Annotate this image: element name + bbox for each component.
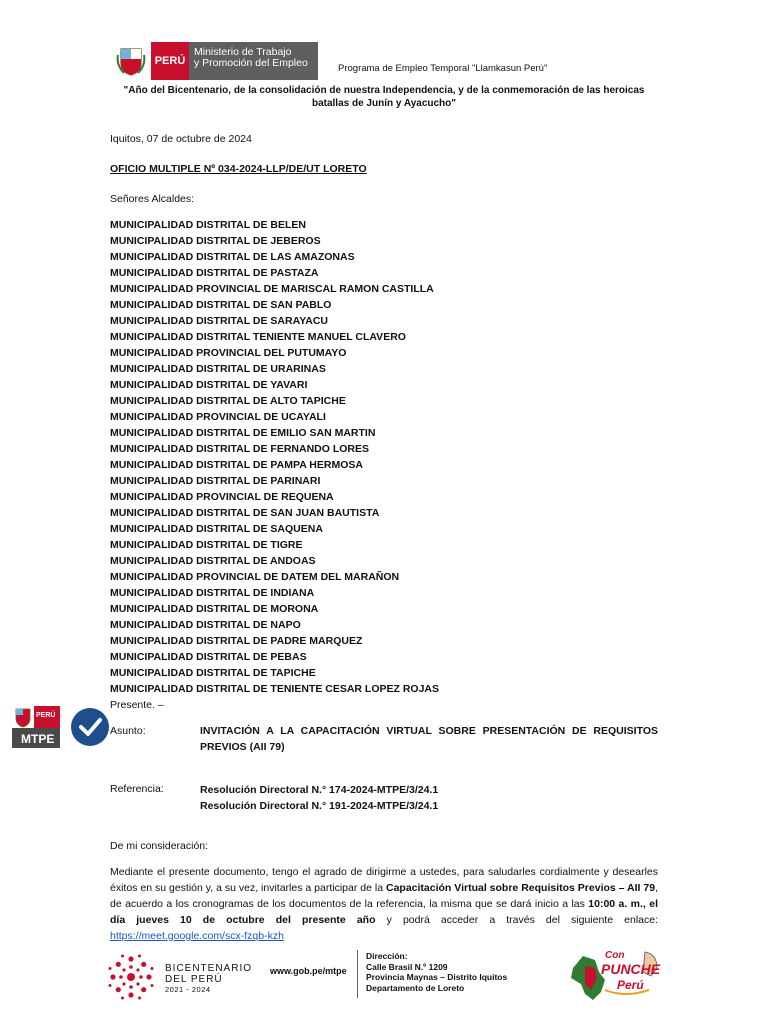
bicentenario-years: 2021 - 2024: [165, 985, 211, 994]
recipient-item: MUNICIPALIDAD DISTRITAL DE TENIENTE CESAR LOPEZ ROJAS: [110, 683, 440, 695]
recipient-item: MUNICIPALIDAD DISTRITAL DE TIGRE: [110, 539, 303, 551]
bicentenario-emblem-icon: [105, 951, 157, 1008]
recipient-item: MUNICIPALIDAD DISTRITAL DE NAPO: [110, 619, 301, 631]
body-text: Mediante el presente documento, tengo el agrado de dirigirme a ustedes, para saludarles cordialmente y desearles éxitos en su gestión y, a su vez, invitarles a participar de la: [110, 866, 658, 894]
recipient-list: [110, 217, 439, 697]
peru-label: PERÚ: [151, 42, 189, 80]
recipient-item: MUNICIPALIDAD DISTRITAL DE BELEN: [110, 219, 306, 231]
bicentenario-line2: DEL PERÚ: [165, 974, 223, 985]
asunto-text: INVITACIÓN A LA CAPACITACIÓN VIRTUAL SOBRE PRESENTACIÓN DE REQUISITOS PREVIOS (AII 79): [200, 725, 658, 753]
website-link[interactable]: www.gob.pe/mtpe: [270, 966, 347, 976]
bicentenario-line1: BICENTENARIO: [165, 963, 253, 974]
presente-line: Presente. –: [110, 699, 164, 711]
recipient-item: MUNICIPALIDAD DISTRITAL DE EMILIO SAN MARTIN: [110, 427, 376, 439]
body-text: , de acuerdo a los cronogramas de los documentos de la referencia, la misma que se dará inicio a las: [110, 882, 658, 910]
recipient-item: MUNICIPALIDAD DISTRITAL DE TAPICHE: [110, 667, 316, 679]
address-title: Dirección:: [366, 951, 408, 961]
campaign-peru: Perú: [617, 978, 644, 992]
recipient-item: MUNICIPALIDAD PROVINCIAL DE DATEM DEL MARAÑON: [110, 571, 400, 583]
referencia-list: [200, 782, 438, 814]
campaign-con: Con: [605, 950, 625, 961]
recipient-item: MUNICIPALIDAD DISTRITAL DE SAN JUAN BAUTISTA: [110, 507, 380, 519]
footer-address: [366, 951, 507, 993]
footer-divider: [357, 950, 358, 998]
asunto-label: Asunto:: [110, 725, 146, 737]
ministry-logo: [111, 42, 318, 80]
ministry-line1: Ministerio de Trabajo: [194, 46, 292, 58]
referencia-label: Referencia:: [110, 783, 164, 795]
campaign-punche: PUNCHE: [601, 961, 661, 977]
recipient-item: MUNICIPALIDAD PROVINCIAL DE MARISCAL RAMON CASTILLA: [110, 283, 434, 295]
salutation: Señores Alcaldes:: [110, 193, 195, 205]
recipient-item: MUNICIPALIDAD DISTRITAL DE LAS AMAZONAS: [110, 251, 355, 263]
address-line: Provincia Maynas – Distrito Iquitos: [366, 972, 508, 982]
recipient-item: MUNICIPALIDAD DISTRITAL DE URARINAS: [110, 363, 326, 375]
body-bold-training: Capacitación Virtual sobre Requisitos Previos – AII 79: [385, 882, 656, 894]
badge-label: MTPE: [21, 732, 55, 746]
recipient-item: MUNICIPALIDAD PROVINCIAL DE REQUENA: [110, 491, 334, 503]
recipient-item: MUNICIPALIDAD DISTRITAL DE PEBAS: [110, 651, 307, 663]
recipient-item: MUNICIPALIDAD DISTRITAL DE SARAYACU: [110, 315, 328, 327]
ministry-name: [189, 42, 318, 80]
referencia-item: Resolución Directoral N.° 174-2024-MTPE/3/24.1: [200, 784, 439, 796]
recipient-item: MUNICIPALIDAD DISTRITAL DE ALTO TAPICHE: [110, 395, 346, 407]
letter-body: [110, 864, 658, 944]
address-line: Departamento de Loreto: [366, 982, 465, 993]
body-text: y podrá acceder a través del siguiente enlace:: [375, 914, 658, 926]
recipient-item: MUNICIPALIDAD PROVINCIAL DE UCAYALI: [110, 411, 326, 423]
address-line: Calle Brasil N.º 1209: [366, 961, 448, 972]
oficio-number: OFICIO MULTIPLE Nº 034-2024-LLP/DE/UT LORETO: [110, 163, 367, 175]
recipient-item: MUNICIPALIDAD DISTRITAL TENIENTE MANUEL CLAVERO: [110, 331, 406, 343]
recipient-item: MUNICIPALIDAD DISTRITAL DE FERNANDO LORES: [110, 443, 369, 455]
mtpe-verification-badge: [12, 706, 117, 748]
recipient-item: MUNICIPALIDAD DISTRITAL DE ANDOAS: [110, 555, 316, 567]
program-name: Programa de Empleo Temporal "Llamkasun Perú": [338, 63, 548, 74]
ministry-line2: y Promoción del Empleo: [194, 57, 308, 69]
meeting-link[interactable]: https://meet.google.com/scx-fzqb-kzh: [110, 930, 284, 942]
recipient-item: MUNICIPALIDAD DISTRITAL DE PADRE MARQUEZ: [110, 635, 363, 647]
recipient-item: MUNICIPALIDAD DISTRITAL DE PARINARI: [110, 475, 321, 487]
con-punche-peru-logo: [565, 946, 665, 1004]
recipient-item: MUNICIPALIDAD DISTRITAL DE SAN PABLO: [110, 299, 332, 311]
letter-date: Iquitos, 07 de octubre de 2024: [110, 133, 252, 145]
bicentenario-title: [165, 963, 252, 985]
recipient-item: MUNICIPALIDAD DISTRITAL DE PASTAZA: [110, 267, 319, 279]
year-motto: "Año del Bicentenario, de la consolidación de nuestra Independencia, y de la conmemoración de las heroicas batallas de Junín y Ayacucho": [123, 85, 645, 109]
recipient-item: MUNICIPALIDAD DISTRITAL DE INDIANA: [110, 587, 315, 599]
recipient-item: MUNICIPALIDAD PROVINCIAL DEL PUTUMAYO: [110, 347, 347, 359]
body-bold-datetime: 10:00 a. m., el día jueves 10 de octubre del presente año: [110, 898, 658, 926]
recipient-item: MUNICIPALIDAD DISTRITAL DE SAQUENA: [110, 523, 323, 535]
recipient-item: MUNICIPALIDAD DISTRITAL DE YAVARI: [110, 379, 308, 391]
referencia-item: Resolución Directoral N.° 191-2024-MTPE/3/24.1: [200, 800, 439, 812]
coat-of-arms-icon: [111, 42, 151, 80]
recipient-item: MUNICIPALIDAD DISTRITAL DE JEBEROS: [110, 235, 321, 247]
badge-country: PERÚ: [36, 712, 56, 719]
recipient-item: MUNICIPALIDAD DISTRITAL DE MORONA: [110, 603, 319, 615]
consideracion-line: De mi consideración:: [110, 840, 209, 852]
recipient-item: MUNICIPALIDAD DISTRITAL DE PAMPA HERMOSA: [110, 459, 363, 471]
